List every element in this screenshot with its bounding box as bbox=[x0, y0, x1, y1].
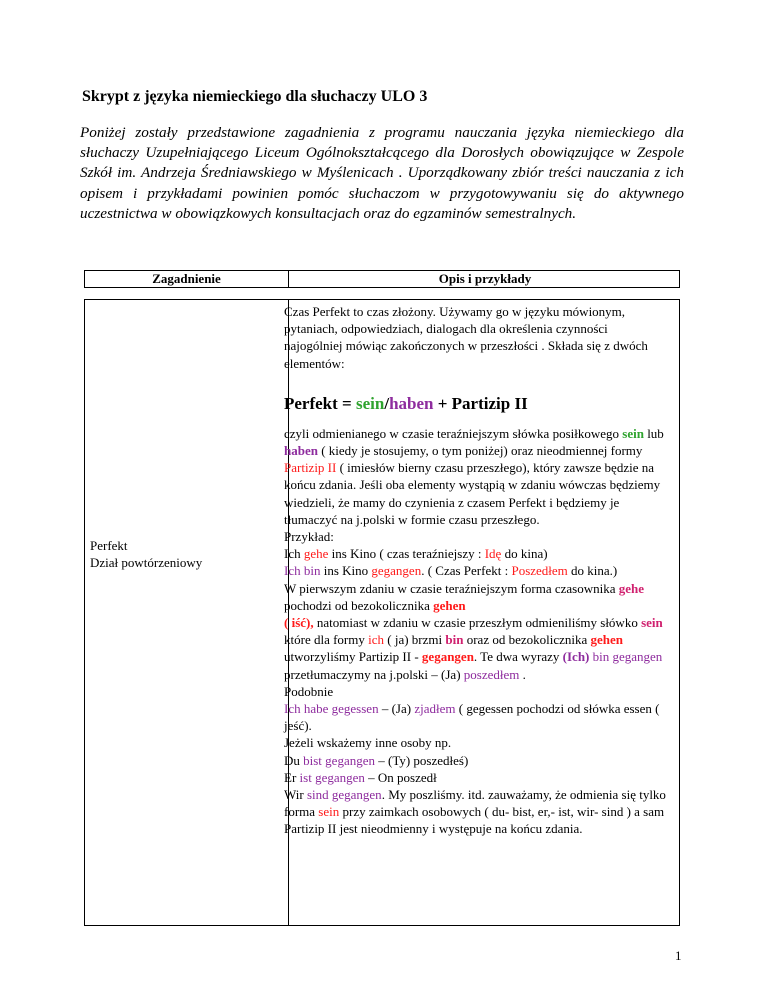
header-description: Opis i przykłady bbox=[438, 271, 532, 286]
similarly-label: Podobnie bbox=[284, 683, 334, 699]
formula-rest: + Partizip II bbox=[433, 393, 528, 413]
description-cell bbox=[284, 303, 669, 838]
keyword-haben: haben bbox=[284, 443, 318, 459]
example-present: Ich gehe ins Kino ( czas teraźniejszy : Idę do kina) bbox=[284, 546, 548, 562]
topic-name: Perfekt bbox=[90, 538, 128, 553]
page-number: 1 bbox=[675, 948, 682, 963]
example-wir: Wir sind gegangen. My poszliśmy. itd. zauważamy, że odmienia się tylko forma sein przy zaimkach osobowych ( du- bist, er,- ist, wir- sind ) a sam Partizip II jest nieodmienny i występuje na końcu zdania. bbox=[284, 787, 666, 837]
topic-section: Dział powtórzeniowy bbox=[90, 555, 203, 571]
table-row bbox=[84, 299, 680, 926]
formula-haben: haben bbox=[389, 393, 434, 413]
example-label: Przykład: bbox=[284, 529, 334, 545]
header-topic: Zagadnienie bbox=[152, 271, 221, 286]
explanation-paragraph: czyli odmienianego w czasie teraźniejszym słówka posiłkowego sein lub haben ( kiedy je stosujemy, o tym poniżej) oraz nieodmiennej formy Partizip II ( imiesłów bierny czasu przeszłego), który zawsze będzie na końcu zdania. Jeśli oba elementy wystąpią w zdaniu wówczas będziemy wiedzieli, że mamy do czynienia z czasem Perfekt i będziemy je tłumaczyć na j.polski w formie czasu przeszłego. bbox=[284, 425, 664, 527]
formula-lead: Perfekt = bbox=[284, 393, 356, 413]
table-header bbox=[84, 270, 680, 288]
topic-cell bbox=[90, 537, 202, 571]
analysis-paragraph: W pierwszym zdaniu w czasie teraźniejszym forma czasownika gehe pochodzi od bezokolicznika gehen ( iść), natomiast w zdaniu w czasie przeszłym odmieniliśmy słówko sein które dla formy ich ( ja) brzmi bin oraz od bezokolicznika gehen utworzyliśmy Partizip II - gegangen. Te dwa wyrazy (Ich) bin gegangen przetłumaczymy na j.polski – (Ja) poszedłem . bbox=[284, 580, 663, 682]
keyword-partizip: Partizip II bbox=[284, 460, 337, 476]
other-persons-intro: Jeżeli wskażemy inne osoby np. bbox=[284, 735, 452, 751]
example-essen: Ich habe gegessen – (Ja) zjadłem ( gegessen pochodzi od słówka essen ( jeść). bbox=[284, 701, 660, 734]
intro-paragraph: Poniżej zostały przedstawione zagadnienia z programu nauczania języka niemieckiego dla słuchaczy Uzupełniającego Liceum Ogólnokształcącego dla Dorosłych obowiązujące w Zespole Szkół im. Andrzeja Średniawskiego w Myślenicach . Uporządkowany zbiór treści nauczania z ich opisem i przykładami powinien pomóc słuchaczom w przygotowywaniu się do aktywnego uczestnictwa w obowiązkowych konsultacjach oraz do egzaminów semestralnych. bbox=[80, 124, 684, 222]
formula-slash: / bbox=[384, 393, 390, 413]
page-title: Skrypt z języka niemieckiego dla słuchaczy ULO 3 bbox=[82, 88, 428, 105]
example-er: Er ist gegangen – On poszedł bbox=[284, 769, 437, 785]
perfekt-formula bbox=[284, 394, 669, 414]
example-perfekt: Ich bin ins Kino gegangen. ( Czas Perfekt : Poszedłem do kina.) bbox=[284, 563, 618, 579]
formula-sein: sein bbox=[355, 393, 385, 413]
definition-paragraph: Czas Perfekt to czas złożony. Używamy go w języku mówionym, pytaniach, odpowiedziach, dialogach dla określenia czynności najogólniej mówiąc zakończonych w przeszłości . Składa się z dwóch elementów: bbox=[284, 304, 648, 371]
keyword-sein: sein bbox=[622, 425, 644, 441]
example-du: Du bist gegangen – (Ty) poszedłeś) bbox=[284, 752, 469, 768]
